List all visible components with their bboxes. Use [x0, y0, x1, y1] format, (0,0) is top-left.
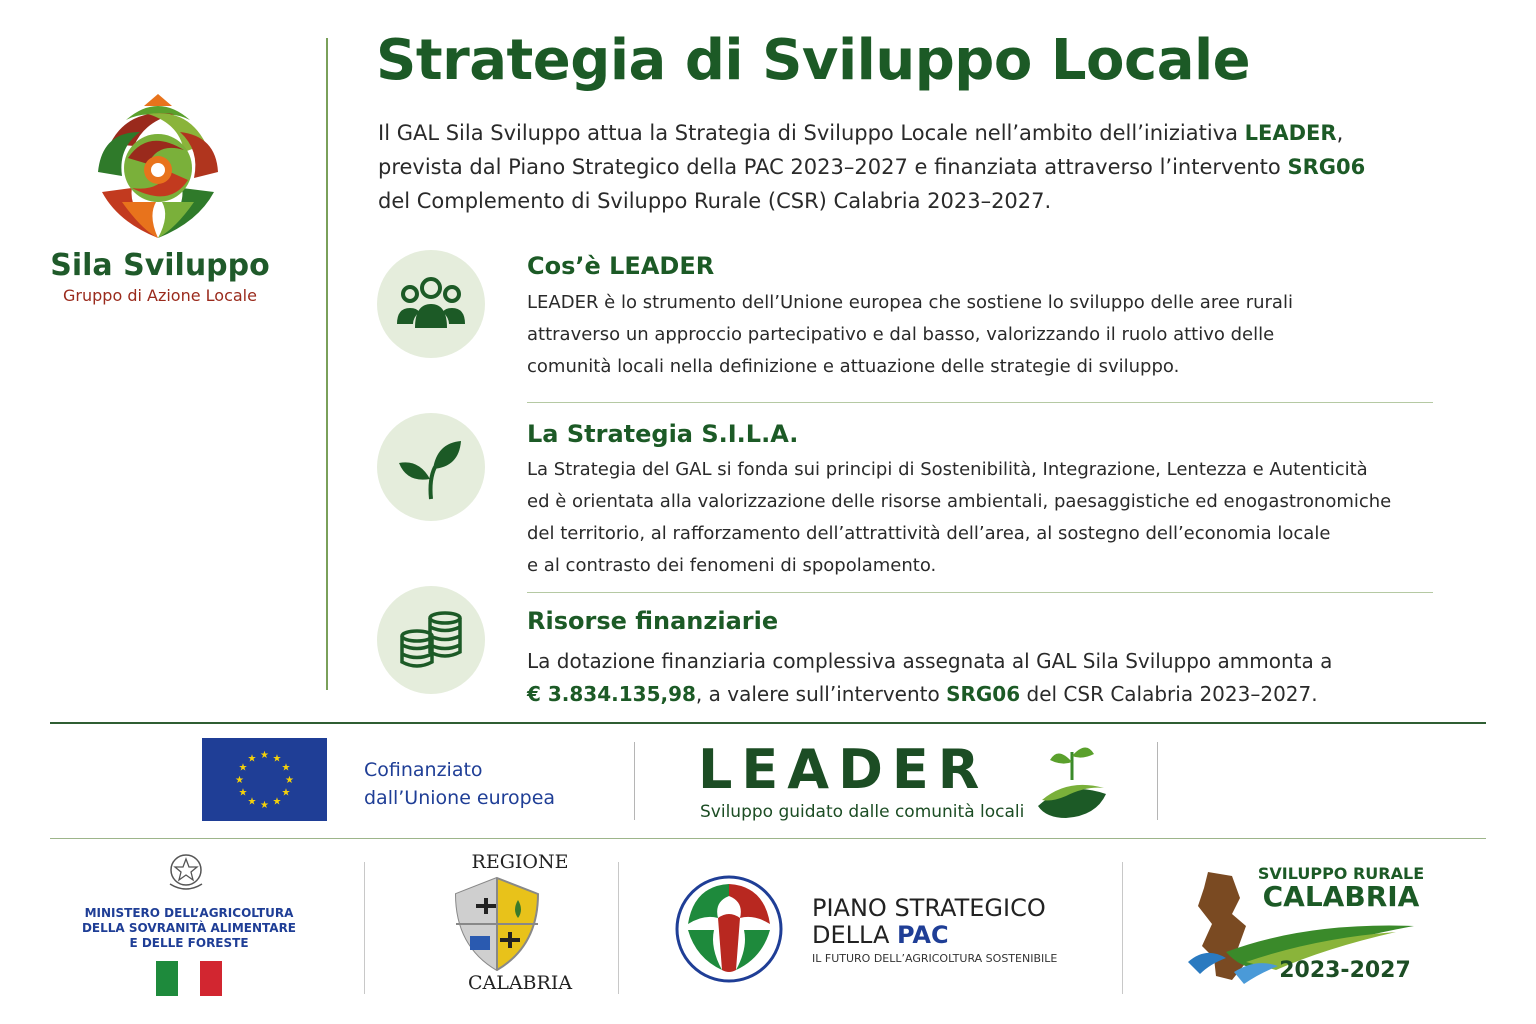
section-leader-body — [527, 287, 1407, 383]
brand-subtitle: Gruppo di Azione Locale — [63, 286, 257, 305]
calabria-title-line-1: SVILUPPO RURALE — [1257, 864, 1425, 883]
footer-divider — [1157, 742, 1158, 820]
footer-divider — [1122, 862, 1123, 994]
pac-della: DELLA — [812, 921, 897, 949]
body-line: attraverso un approccio partecipativo e dal basso, valorizzando il ruolo attivo delle — [527, 324, 1275, 345]
ministry-line: DELLA SOVRANITÀ ALIMENTARE — [81, 921, 297, 935]
section-separator — [527, 592, 1433, 593]
svg-text:★: ★ — [272, 796, 282, 808]
srg06-code: SRG06 — [946, 682, 1021, 706]
page-title: Strategia di Sviluppo Locale — [376, 28, 1251, 93]
section-leader-icon-bg — [377, 250, 485, 358]
footer-divider — [364, 862, 365, 994]
body-line: LEADER è lo strumento dell’Unione europea che sostiene lo sviluppo delle aree rurali — [527, 292, 1293, 313]
section-separator — [527, 402, 1433, 403]
eu-line-1: Cofinanziato — [364, 759, 483, 781]
pac-title-line-1: PIANO STRATEGICO — [812, 894, 1046, 922]
intro-srg06: SRG06 — [1287, 155, 1366, 179]
body-line: ed è orientata alla valorizzazione delle risorse ambientali, paesaggistiche ed enogastronomiche — [527, 491, 1392, 512]
amount-end: del CSR Calabria 2023–2027. — [1020, 682, 1318, 706]
flower-logo-icon — [88, 92, 228, 242]
section-resources-icon-bg — [377, 586, 485, 694]
body-line-amount — [527, 678, 1427, 711]
svg-text:★: ★ — [285, 775, 294, 786]
svg-text:★: ★ — [272, 753, 282, 765]
eu-flag-icon — [202, 738, 327, 821]
pac-logo-icon — [674, 874, 784, 984]
svg-text:★: ★ — [247, 753, 257, 765]
footer-top-rule — [50, 722, 1486, 724]
ministry-line: MINISTERO DELL’AGRICOLTURA — [84, 906, 294, 920]
coins-icon — [377, 586, 485, 694]
body-line: del territorio, al rafforzamento dell’attrattività dell’area, al sostegno dell’economia locale — [527, 523, 1331, 544]
svg-text:★: ★ — [281, 787, 291, 799]
section-resources-title: Risorse finanziarie — [527, 607, 779, 635]
eu-line-2: dall’Unione europea — [364, 787, 556, 809]
ministry-text — [60, 906, 318, 951]
pac-title-line-2 — [812, 921, 949, 949]
section-leader-title: Cos’è LEADER — [527, 252, 715, 280]
brand-name: Sila Sviluppo — [50, 248, 270, 283]
italian-flag-icon — [156, 961, 222, 996]
svg-text:★: ★ — [235, 775, 244, 786]
footer-divider — [634, 742, 635, 820]
vertical-divider — [326, 38, 328, 690]
amount-mid: , a valere sull’intervento — [695, 682, 947, 706]
intro-text-2: , prevista dal Piano Strategico della PAC 2023–2027 e finanziata attraverso l’intervento — [378, 121, 1344, 179]
people-group-icon — [377, 250, 485, 358]
regione-label-top: REGIONE — [471, 851, 569, 873]
calabria-shield-icon — [452, 876, 542, 972]
intro-text-1: Il GAL Sila Sviluppo attua la Strategia di Sviluppo Locale nell’ambito dell’iniziativa — [378, 121, 1245, 145]
body-line: e al contrasto dei fenomeni di spopolamento. — [527, 555, 937, 576]
section-resources-body — [527, 645, 1427, 711]
svg-text:★: ★ — [238, 787, 248, 799]
body-line: La Strategia del GAL si fonda sui principi di Sostenibilità, Integrazione, Lentezza e Autenticità — [527, 459, 1368, 480]
eu-cofinanced-text — [364, 756, 555, 812]
section-strategy-icon-bg — [377, 413, 485, 521]
brand-block — [40, 88, 280, 318]
sprout-hill-icon — [1036, 740, 1108, 820]
leaf-icon — [377, 413, 485, 521]
ministry-line: E DELLE FORESTE — [129, 936, 249, 950]
intro-paragraph — [378, 116, 1378, 218]
body-line: comunità locali nella definizione e attuazione delle strategie di sviluppo. — [527, 356, 1180, 377]
calabria-years: 2023-2027 — [1279, 958, 1411, 983]
footer-divider — [618, 862, 619, 994]
footer-mid-rule — [50, 838, 1486, 839]
eu-stars-icon — [202, 738, 327, 821]
pac-tagline: IL FUTURO DELL’AGRICOLTURA SOSTENIBILE — [812, 952, 1058, 965]
svg-text:★: ★ — [238, 762, 248, 774]
section-strategy-title: La Strategia S.I.L.A. — [527, 420, 799, 448]
intro-leader: LEADER — [1244, 121, 1337, 145]
amount-value: € 3.834.135,98 — [527, 682, 696, 706]
svg-text:★: ★ — [260, 800, 269, 811]
body-line: La dotazione finanziaria complessiva assegnata al GAL Sila Sviluppo ammonta a — [527, 649, 1333, 673]
leader-logo-subtitle: Sviluppo guidato dalle comunità locali — [700, 802, 1025, 822]
pac-acronym: PAC — [896, 921, 949, 949]
italian-republic-emblem-icon — [164, 850, 208, 894]
svg-text:★: ★ — [281, 762, 291, 774]
leader-logo-word: LEADER — [698, 738, 989, 801]
intro-text-3: del Complemento di Sviluppo Rurale (CSR) Calabria 2023–2027. — [378, 189, 1052, 213]
svg-text:★: ★ — [260, 750, 269, 761]
svg-text:★: ★ — [247, 796, 257, 808]
regione-label-bottom: CALABRIA — [467, 972, 573, 994]
calabria-title-line-2: CALABRIA — [1262, 880, 1420, 913]
section-strategy-body — [527, 454, 1407, 582]
